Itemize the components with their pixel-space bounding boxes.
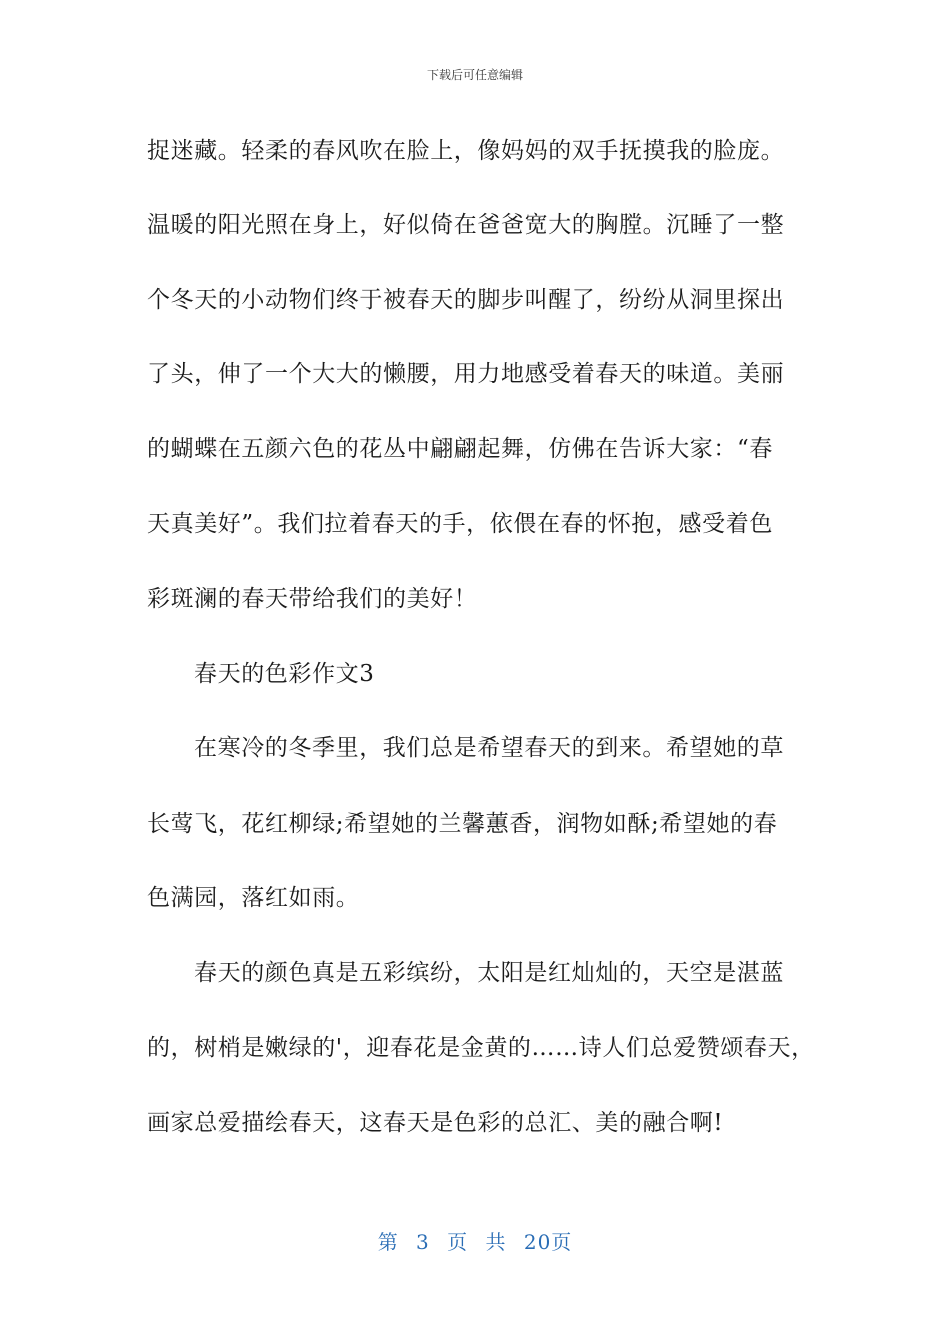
body-line: 温暖的阳光照在身上，好似倚在爸爸宽大的胸膛。沉睡了一整 — [147, 212, 785, 238]
footer-total: 20页 — [523, 1230, 573, 1254]
page-number — [0, 1226, 950, 1255]
body-line: 在寒冷的冬季里，我们总是希望春天的到来。希望她的草 — [194, 735, 784, 761]
footer-gong: 共 — [485, 1230, 507, 1254]
body-line: 春天的颜色真是五彩缤纷，太阳是红灿灿的，天空是湛蓝 — [194, 960, 784, 986]
body-line: 画家总爱描绘春天，这春天是色彩的总汇、美的融合啊! — [147, 1110, 724, 1136]
footer-ye: 页 — [447, 1230, 469, 1254]
footer-di: 第 — [377, 1230, 399, 1254]
body-line: 了头，伸了一个大大的懒腰，用力地感受着春天的味道。美丽 — [147, 361, 785, 387]
body-line: 个冬天的小动物们终于被春天的脚步叫醒了，纷纷从洞里探出 — [147, 287, 785, 313]
body-line: 长莺飞，花红柳绿;希望她的兰馨蕙香，润物如酥;希望她的春 — [147, 811, 778, 837]
body-line: 彩斑澜的春天带给我们的美好！ — [147, 586, 478, 612]
body-line: 天真美好”。我们拉着春天的手，依偎在春的怀抱，感受着色 — [147, 511, 773, 537]
body-line: 的蝴蝶在五颜六色的花丛中翩翩起舞，仿佛在告诉大家：“春 — [147, 436, 773, 462]
body-line: 捉迷藏。轻柔的春风吹在脸上，像妈妈的双手抚摸我的脸庞。 — [147, 138, 785, 164]
body-line: 的，树梢是嫩绿的'，迎春花是金黄的……诗人们总爱赞颂春天， — [147, 1035, 815, 1061]
footer-page: 3 — [416, 1230, 430, 1254]
page-header: 下载后可任意编辑 — [426, 68, 523, 82]
body-line: 色满园，落红如雨。 — [147, 885, 360, 911]
section-title: 春天的色彩作文3 — [194, 661, 375, 687]
